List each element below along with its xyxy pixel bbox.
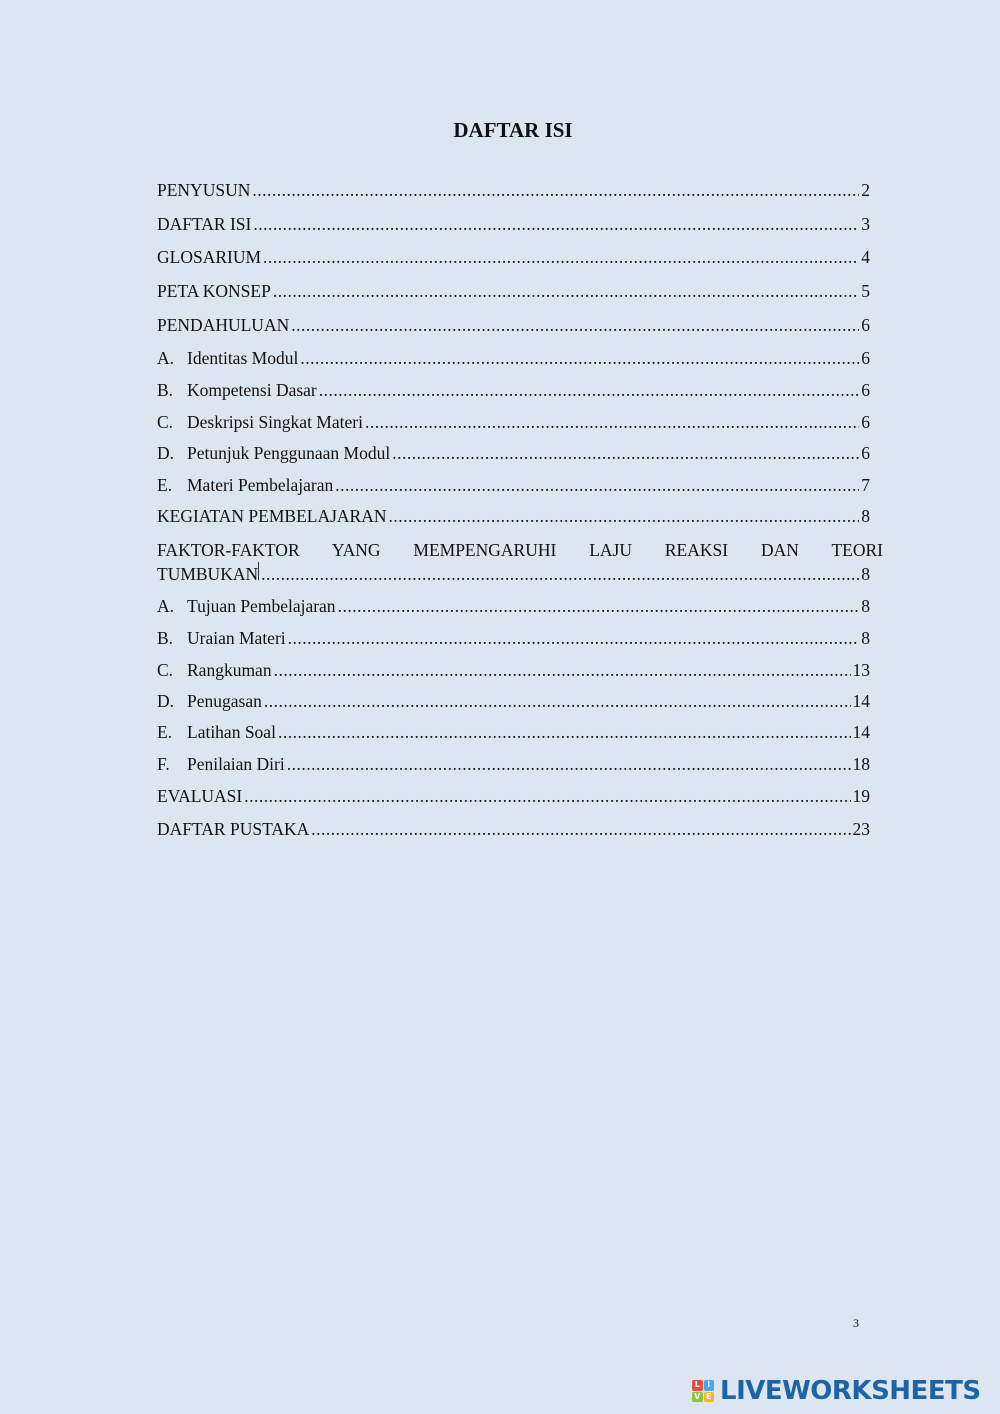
toc-page: 3 — [861, 214, 870, 234]
logo-tile: L — [692, 1380, 703, 1391]
toc-number: C. — [157, 660, 174, 680]
toc-label: Penilaian Diri — [187, 754, 285, 774]
toc-page: 13 — [852, 660, 870, 680]
text-cursor — [258, 562, 259, 580]
brand-name: LIVEWORKSHEETS — [720, 1376, 981, 1406]
toc-label: Petunjuk Penggunaan Modul — [187, 443, 391, 463]
toc-entry-penugasan[interactable] — [157, 690, 870, 712]
dot-leader — [291, 314, 859, 336]
dot-leader — [319, 379, 859, 401]
dot-leader — [273, 280, 859, 302]
toc-label: TUMBUKAN — [157, 564, 259, 584]
toc-number: A. — [157, 596, 175, 616]
logo-tile: E — [704, 1392, 715, 1403]
dot-leader — [244, 785, 850, 807]
toc-entry-latihan-soal[interactable] — [157, 721, 870, 743]
toc-page: 23 — [852, 819, 870, 839]
toc-entry-deskripsi-singkat[interactable] — [157, 411, 870, 433]
toc-page: 8 — [861, 628, 870, 648]
toc-number: C. — [157, 412, 174, 432]
toc-entry-daftar-pustaka[interactable] — [157, 818, 870, 840]
toc-page: 2 — [861, 180, 870, 200]
dot-leader — [252, 179, 859, 201]
toc-entry-pendahuluan[interactable] — [157, 314, 870, 336]
toc-label: Uraian Materi — [187, 628, 286, 648]
toc-label: Kompetensi Dasar — [187, 380, 317, 400]
toc-label: Identitas Modul — [187, 348, 299, 368]
toc-entry-glosarium[interactable] — [157, 246, 870, 268]
page-number: 3 — [853, 1316, 859, 1330]
toc-number: E. — [157, 475, 173, 495]
toc-label: Deskripsi Singkat Materi — [187, 412, 363, 432]
toc-number: D. — [157, 691, 175, 711]
toc-number: F. — [157, 754, 170, 774]
dot-leader — [264, 690, 851, 712]
toc-entry-rangkuman[interactable] — [157, 659, 870, 681]
toc-page: 14 — [852, 691, 870, 711]
toc-page: 6 — [861, 380, 870, 400]
toc-entry-penyusun[interactable] — [157, 179, 870, 201]
toc-page: 6 — [861, 412, 870, 432]
toc-entry-faktor-faktor-line1[interactable]: FAKTOR-FAKTOR YANG MEMPENGARUHI LAJU REAKSI DAN TEORI — [157, 540, 883, 560]
toc-entry-peta-konsep[interactable] — [157, 280, 870, 302]
toc-number: A. — [157, 348, 175, 368]
toc-entry-uraian-materi[interactable] — [157, 627, 870, 649]
dot-leader — [288, 627, 860, 649]
toc-entry-kegiatan-pembelajaran[interactable] — [157, 505, 870, 527]
toc-number: E. — [157, 722, 173, 742]
toc-entry-kompetensi-dasar[interactable] — [157, 379, 870, 401]
toc-entry-penilaian-diri[interactable] — [157, 753, 870, 775]
toc-label: Materi Pembelajaran — [187, 475, 334, 495]
dot-leader — [274, 659, 851, 681]
toc-label: PETA KONSEP — [157, 281, 271, 301]
toc-page: 4 — [861, 247, 870, 267]
toc-page: 8 — [861, 506, 870, 526]
toc-label: PENDAHULUAN — [157, 315, 290, 335]
toc-page: 19 — [852, 786, 870, 806]
toc-entry-identitas-modul[interactable] — [157, 347, 870, 369]
toc-page: 7 — [861, 475, 870, 495]
toc-page: 8 — [861, 564, 870, 584]
logo-tile: V — [692, 1392, 703, 1403]
toc-page: 5 — [861, 281, 870, 301]
toc-page: 6 — [861, 443, 870, 463]
toc-label: Penugasan — [187, 691, 262, 711]
toc-entry-daftar-isi[interactable] — [157, 213, 870, 235]
dot-leader — [389, 505, 860, 527]
toc-label: Rangkuman — [187, 660, 272, 680]
toc-label: GLOSARIUM — [157, 247, 262, 267]
toc-page: 18 — [852, 754, 870, 774]
toc-number: D. — [157, 443, 175, 463]
toc-entry-petunjuk-penggunaan[interactable] — [157, 442, 870, 464]
dot-leader — [338, 595, 860, 617]
liveworksheets-brand[interactable] — [692, 1374, 981, 1408]
toc-page: 6 — [861, 315, 870, 335]
toc-label: DAFTAR ISI — [157, 214, 252, 234]
dot-leader — [365, 411, 859, 433]
toc-entry-materi-pembelajaran[interactable] — [157, 474, 870, 496]
toc-label: Tujuan Pembelajaran — [187, 596, 336, 616]
dot-leader — [261, 563, 859, 585]
page-title: DAFTAR ISI — [453, 118, 573, 142]
logo-tile: I — [704, 1380, 715, 1391]
toc-label: Latihan Soal — [187, 722, 276, 742]
dot-leader — [253, 213, 859, 235]
dot-leader — [278, 721, 851, 743]
toc-page: 8 — [861, 596, 870, 616]
liveworksheets-logo-icon — [692, 1380, 714, 1402]
toc-label: KEGIATAN PEMBELAJARAN — [157, 506, 387, 526]
toc-entry-evaluasi[interactable] — [157, 785, 870, 807]
dot-leader — [311, 818, 850, 840]
toc-entry-faktor-faktor-line2[interactable] — [157, 562, 870, 585]
toc-number: B. — [157, 380, 174, 400]
toc-number: B. — [157, 628, 174, 648]
toc-entry-tujuan-pembelajaran[interactable] — [157, 595, 870, 617]
toc-label: PENYUSUN — [157, 180, 251, 200]
dot-leader — [392, 442, 859, 464]
dot-leader — [300, 347, 859, 369]
toc-page: 6 — [861, 348, 870, 368]
dot-leader — [335, 474, 859, 496]
toc-page: 14 — [852, 722, 870, 742]
toc-label: EVALUASI — [157, 786, 243, 806]
dot-leader — [263, 246, 859, 268]
toc-label: DAFTAR PUSTAKA — [157, 819, 310, 839]
dot-leader — [287, 753, 851, 775]
